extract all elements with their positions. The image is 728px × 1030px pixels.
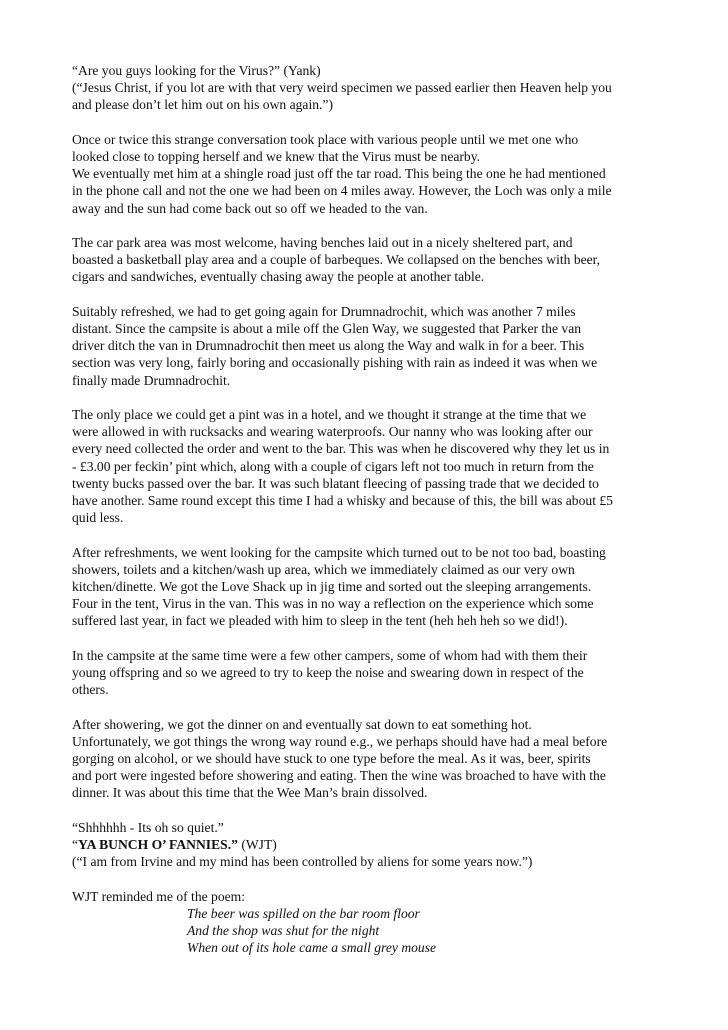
poem-line: And the shop was shut for the night [187, 923, 380, 939]
document-page [72, 62, 672, 956]
text-line: showers, toilets and a kitchen/wash up area, which we immediately claimed as our very own [72, 561, 575, 577]
text-line: have another. Same round except this time I had a whisky and because of this, the bill was about £5 [72, 493, 613, 509]
text-line: Four in the tent, Virus in the van. This was in no way a reflection on the experience which some [72, 596, 594, 612]
text-line: were allowed in with rucksacks and wearing waterproofs. Our nanny who was looking after our [72, 424, 593, 440]
text-line: looked close to topping herself and we knew that the Virus must be nearby. [72, 149, 481, 164]
text-line: young offspring and so we agreed to try to keep the noise and swearing down in respect of the [72, 665, 584, 681]
dialogue-line-shout [72, 836, 672, 853]
text-line: every need collected the order and went to the bar. This was when he discovered why they let us in [72, 441, 610, 457]
text-line: Suitably refreshed, we had to get going again for Drumnadrochit, which was another 7 miles [72, 303, 576, 319]
text-line: After showering, we got the dinner on and eventually sat down to eat something hot. [72, 716, 532, 732]
dialogue-block [72, 819, 672, 871]
paragraph-3 [72, 234, 672, 286]
poem-intro: WJT reminded me of the poem: [72, 888, 246, 904]
shout-text: YA BUNCH O’ FANNIES.” [78, 837, 238, 853]
poem-line: When out of its hole came a small grey mouse [187, 940, 437, 956]
poem-block [72, 888, 672, 957]
text-line: others. [72, 682, 109, 698]
dialogue-line: “Shhhhhh - Its oh so quiet.” [72, 819, 224, 835]
text-line: twenty bucks passed over the bar. It was such blatant fleecing of passing trade that we decided to [72, 475, 599, 491]
text-line: and please don’t let him out on his own again.”) [72, 97, 333, 113]
text-line: boasted a basketball play area and a couple of barbeques. We collapsed on the benches with beer, [72, 252, 601, 268]
text-line: We eventually met him at a shingle road just off the tar road. This being the one he had mentioned [72, 166, 606, 182]
text-line: - £3.00 per feckin’ pint which, along with a couple of cigars left not too much in return from the [72, 458, 594, 474]
open-quote: “ [72, 837, 79, 853]
text-line: “Are you guys looking for the Virus?” (Yank) [72, 63, 321, 78]
text-line: kitchen/dinette. We got the Love Shack up in jig time and sorted out the sleeping arrangements. [72, 579, 592, 595]
dialogue-line: (“I am from Irvine and my mind has been controlled by aliens for some years now.”) [72, 854, 533, 870]
speaker-tag: (WJT) [237, 837, 277, 853]
text-line: quid less. [72, 510, 124, 526]
text-line: and port were ingested before showering and eating. Then the wine was broached to have with the [72, 768, 606, 784]
text-line: Once or twice this strange conversation took place with various people until we met one who [72, 131, 579, 147]
text-line: Unfortunately, we got things the wrong way round e.g., we perhaps should have had a meal before [72, 733, 608, 749]
poem-line: The beer was spilled on the bar room floor [187, 905, 420, 921]
text-line: In the campsite at the same time were a few other campers, some of whom had with them their [72, 647, 588, 663]
paragraph-2 [72, 131, 672, 217]
paragraph-7 [72, 647, 672, 699]
paragraph-6 [72, 544, 672, 630]
text-line: (“Jesus Christ, if you lot are with that very weird specimen we passed earlier then Heaven help you [72, 80, 612, 96]
text-line: cigars and sandwiches, eventually chasing away the people at another table. [72, 269, 485, 285]
text-line: dinner. It was about this time that the Wee Man’s brain dissolved. [72, 785, 428, 801]
text-line: After refreshments, we went looking for the campsite which turned out to be not too bad, boasting [72, 544, 606, 560]
text-line: finally made Drumnadrochit. [72, 372, 231, 388]
text-line: suffered last year, in fact we pleaded with him to sleep in the tent (heh heh heh so we did!). [72, 613, 568, 629]
text-line: section was very long, fairly boring and occasionally pishing with rain as indeed it was when we [72, 355, 598, 371]
paragraph-8 [72, 716, 672, 802]
poem-verse [72, 905, 672, 957]
text-line: The car park area was most welcome, having benches laid out in a nicely sheltered part, and [72, 235, 573, 250]
paragraph-1 [72, 62, 672, 114]
text-line: driver ditch the van in Drumnadrochit then meet us along the Way and walk in for a beer. This [72, 338, 585, 354]
text-line: away and the sun had come back out so off we headed to the van. [72, 200, 428, 216]
text-line: distant. Since the campsite is about a mile off the Glen Way, we suggested that Parker the van [72, 321, 582, 336]
text-line: The only place we could get a pint was in a hotel, and we thought it strange at the time that we [72, 407, 587, 422]
paragraph-4 [72, 303, 672, 389]
text-line: in the phone call and not the one we had been on 4 miles away. However, the Loch was only a mile [72, 183, 612, 199]
paragraph-5 [72, 406, 672, 526]
text-line: gorging on alcohol, or we should have stuck to one type before the meal. As it was, beer, spirits [72, 751, 591, 767]
